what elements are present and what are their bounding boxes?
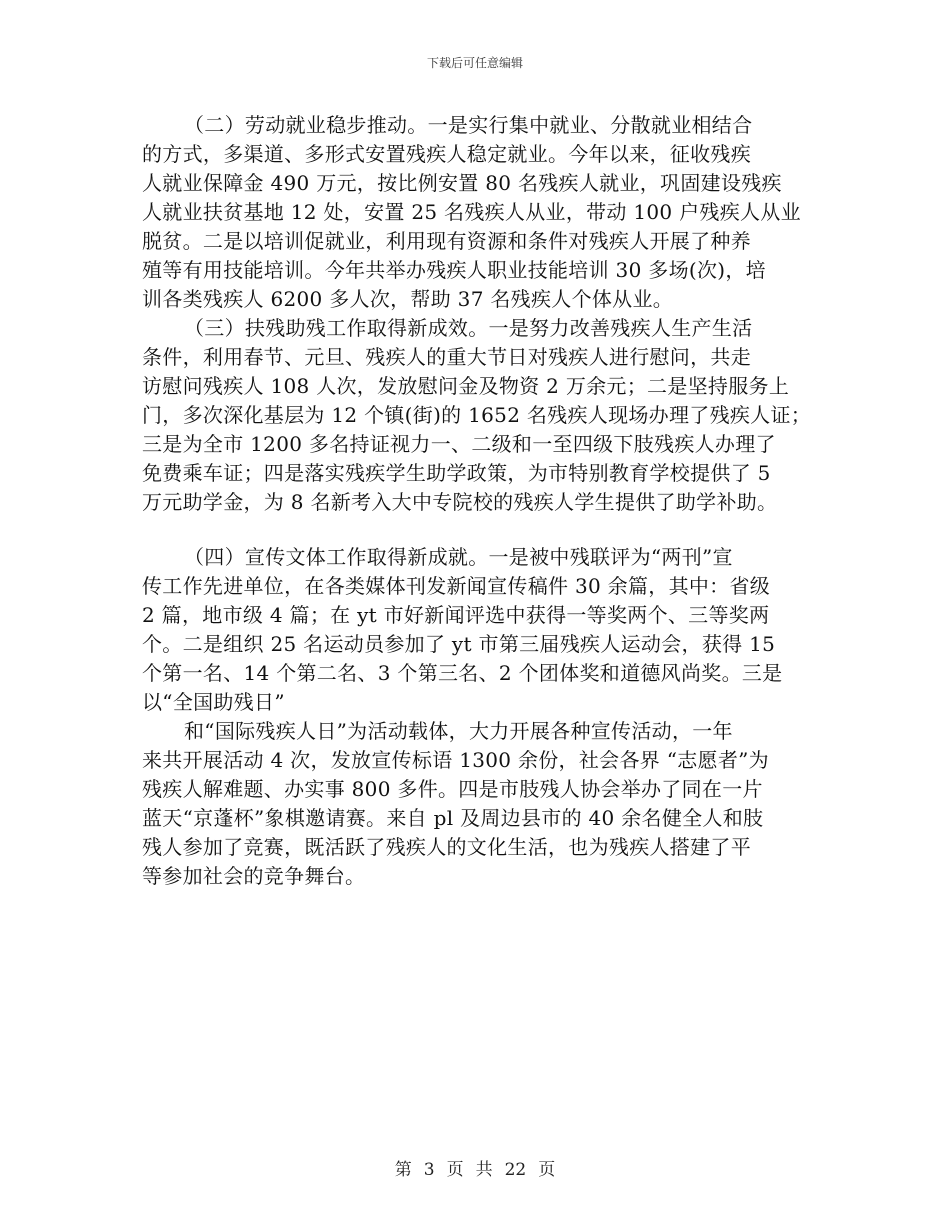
body-line: 免费乘车证；四是落实残疾学生助学政策，为市特别教育学校提供了 5 — [142, 461, 771, 485]
body-line: 个。二是组织 25 名运动员参加了 yt 市第三届残疾人运动会，获得 15 — [142, 632, 776, 656]
body-line: （三）扶残助残工作取得新成效。一是努力改善残疾人生产生活 — [184, 316, 753, 340]
body-line: 个第一名、14 个第二名、3 个第三名、2 个团体奖和道德风尚奖。三是 — [142, 661, 783, 685]
body-line: 万元助学金，为 8 名新考入大中专院校的残疾人学生提供了助学补助。 — [142, 490, 778, 514]
paragraph-gap — [142, 517, 812, 543]
body-line: （四）宣传文体工作取得新成就。一是被中残联评为“两刊”宣 — [184, 545, 733, 569]
body-line: 残人参加了竞赛，既活跃了残疾人的文化生活，也为残疾人搭建了平 — [142, 835, 751, 859]
body-line: 传工作先进单位，在各类媒体刊发新闻宣传稿件 30 余篇，其中：省级 — [142, 574, 771, 598]
current-page-number: 3 — [423, 1160, 435, 1180]
body-line: （二）劳动就业稳步推动。一是实行集中就业、分散就业相结合 — [184, 113, 753, 137]
body-line: 以“全国助残日” — [142, 690, 285, 714]
body-line: 脱贫。二是以培训促就业，利用现有资源和条件对残疾人开展了种养 — [142, 229, 751, 253]
body-line: 等参加社会的竞争舞台。 — [142, 864, 366, 888]
body-line: 蓝天“京蓬杯”象棋邀请赛。来自 pl 及周边县市的 40 余名健全人和肢 — [142, 806, 764, 830]
body-line: 训各类残疾人 6200 多人次，帮助 37 名残疾人个体从业。 — [142, 287, 674, 311]
body-line: 人就业保障金 490 万元，按比例安置 80 名残疾人就业，巩固建设残疾 — [142, 171, 782, 195]
body-line: 和“国际残疾人日”为活动载体，大力开展各种宣传活动，一年 — [184, 719, 733, 743]
page-header: 下载后可任意编辑 — [426, 56, 523, 70]
footer-gong: 共 — [475, 1160, 493, 1180]
body-line: 人就业扶贫基地 12 处，安置 25 名残疾人从业，带动 100 户残疾人从业 — [142, 200, 801, 224]
body-line: 访慰问残疾人 108 人次，发放慰问金及物资 2 万余元；二是坚持服务上 — [142, 374, 790, 398]
page-footer — [0, 1155, 950, 1180]
footer-ye: 页 — [446, 1160, 464, 1180]
body-line: 残疾人解难题、办实事 800 多件。四是市肢残人协会举办了同在一片 — [142, 777, 763, 801]
body-line: 2 篇，地市级 4 篇；在 yt 市好新闻评选中获得一等奖两个、三等奖两 — [142, 603, 770, 627]
body-line: 殖等有用技能培训。今年共举办残疾人职业技能培训 30 多场(次)，培 — [142, 258, 766, 282]
body-line: 三是为全市 1200 多名持证视力一、二级和一至四级下肢残疾人办理了 — [142, 432, 776, 456]
body-line: 来共开展活动 4 次，发放宣传标语 1300 余份，社会各界 “志愿者”为 — [142, 748, 769, 772]
footer-di: 第 — [394, 1160, 412, 1180]
body-line: 门，多次深化基层为 12 个镇(街)的 1652 名残疾人现场办理了残疾人证； — [142, 403, 812, 427]
body-line: 条件，利用春节、元旦、残疾人的重大节日对残疾人进行慰问，共走 — [142, 345, 751, 369]
footer-ye-end: 页 — [538, 1160, 556, 1180]
total-page-count: 22 — [504, 1160, 527, 1180]
document-body — [142, 111, 812, 891]
body-line: 的方式，多渠道、多形式安置残疾人稳定就业。今年以来，征收残疾 — [142, 142, 751, 166]
